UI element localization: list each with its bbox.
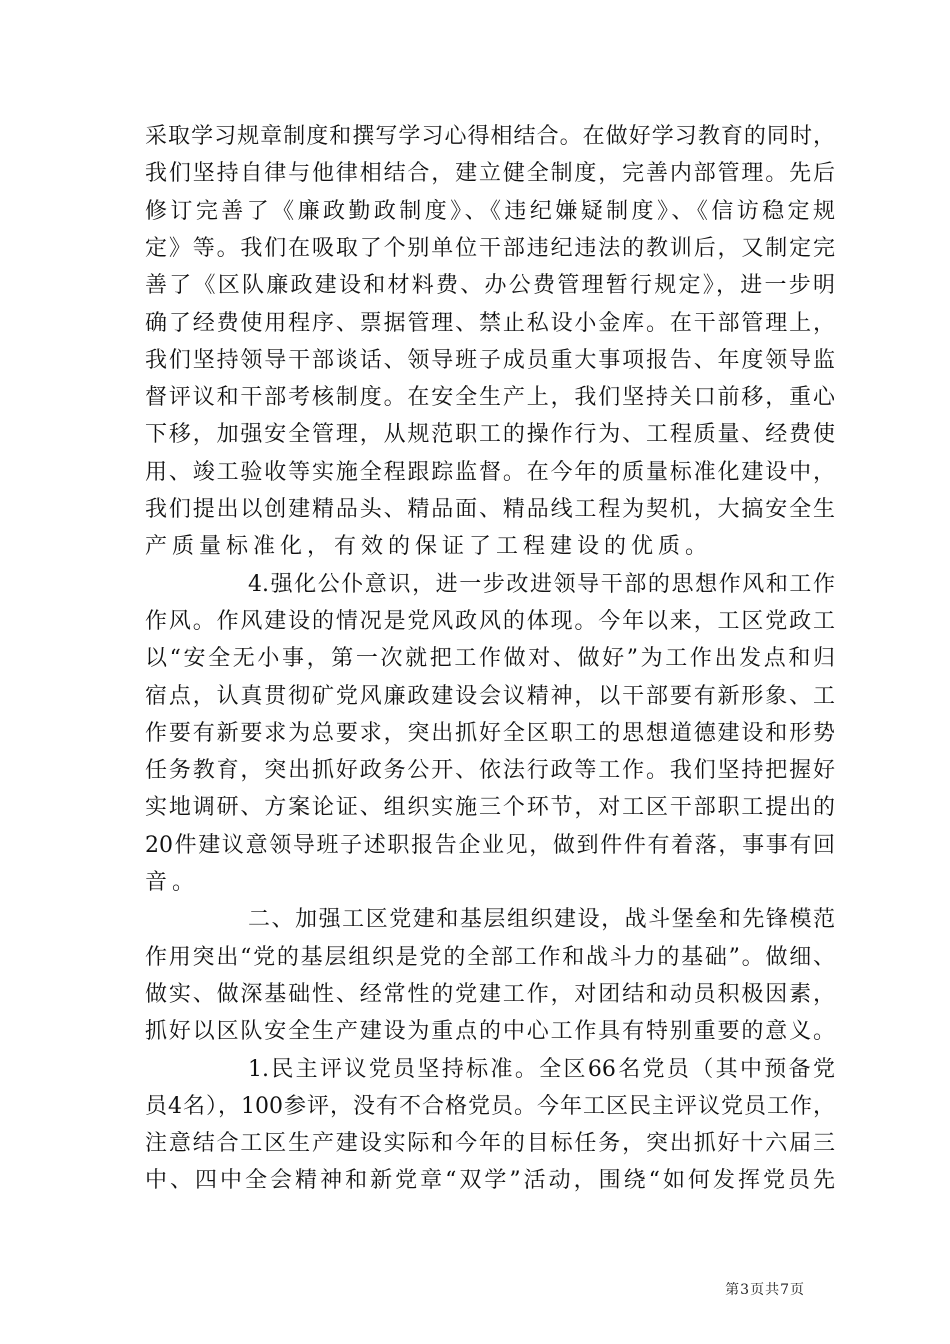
text-line: 注意结合工区生产建设实际和今年的目标任务，突出抓好十六届三 xyxy=(145,1131,835,1157)
paragraph-first-line: 4.强化公仆意识，进一步改进领导干部的思想作风和工作 xyxy=(248,571,835,597)
text-line: 产质量标准化，有效的保证了工程建设的优质。 xyxy=(145,534,713,560)
text-line: 我们提出以创建精品头、精品面、精品线工程为契机，大搞安全生 xyxy=(145,497,835,522)
text-line: 修订完善了《廉政勤政制度》、《违纪嫌疑制度》、《信访稳定规 xyxy=(145,198,835,224)
text-line: 下移，加强安全管理，从规范职工的操作行为、工程质量、经费使 xyxy=(145,422,835,448)
text-line: 员4名），100参评，没有不合格党员。今年工区民主评议党员工作， xyxy=(145,1093,835,1119)
text-line: 作要有新要求为总要求，突出抓好全区职工的思想道德建设和形势 xyxy=(145,720,835,746)
paragraph-first-line: 1.民主评议党员坚持标准。全区66名党员（其中预备党 xyxy=(248,1056,835,1082)
text-line: 宿点，认真贯彻矿党风廉政建设会议精神，以干部要有新形象、工 xyxy=(145,683,835,709)
text-line: 采取学习规章制度和撰写学习心得相结合。在做好学习教育的同时， xyxy=(145,124,835,149)
text-line: 定》等。我们在吸取了个别单位干部违纪违法的教训后，又制定完 xyxy=(145,235,835,261)
text-line: 作风。作风建设的情况是党风政风的体现。今年以来，工区党政工 xyxy=(145,608,835,634)
text-line: 以“安全无小事，第一次就把工作做对、做好”为工作出发点和归 xyxy=(145,646,835,672)
text-line: 我们坚持自律与他律相结合，建立健全制度，完善内部管理。先后 xyxy=(145,161,835,187)
text-line: 抓好以区队安全生产建设为重点的中心工作具有特别重要的意义。 xyxy=(145,1019,835,1045)
text-line: 确了经费使用程序、票据管理、禁止私设小金库。在干部管理上， xyxy=(145,310,835,336)
text-line: 任务教育，突出抓好政务公开、依法行政等工作。我们坚持把握好 xyxy=(145,758,835,784)
paragraph-first-line: 二、加强工区党建和基层组织建设，战斗堡垒和先锋模范 xyxy=(248,907,835,933)
text-line: 作用突出“党的基层组织是党的全部工作和战斗力的基础”。做细、 xyxy=(145,944,835,970)
text-line: 做实、做深基础性、经常性的党建工作，对团结和动员积极因素， xyxy=(145,981,835,1007)
text-line: 我们坚持领导干部谈话、领导班子成员重大事项报告、年度领导监 xyxy=(145,347,835,373)
text-line: 督评议和干部考核制度。在安全生产上，我们坚持关口前移，重心 xyxy=(145,385,835,411)
text-line: 中、四中全会精神和新党章“双学”活动，围绕“如何发挥党员先 xyxy=(145,1168,835,1194)
page-number: 第3页共7页 xyxy=(725,1282,805,1298)
text-line: 20件建议意领导班子述职报告企业见，做到件件有着落，事事有回 xyxy=(145,832,835,858)
text-line: 音。 xyxy=(145,870,200,895)
text-line: 实地调研、方案论证、组织实施三个环节，对工区干部职工提出的 xyxy=(145,795,835,821)
text-line: 用、竣工验收等实施全程跟踪监督。在今年的质量标准化建设中， xyxy=(145,459,835,485)
text-line: 善了《区队廉政建设和材料费、办公费管理暂行规定》，进一步明 xyxy=(145,273,835,299)
